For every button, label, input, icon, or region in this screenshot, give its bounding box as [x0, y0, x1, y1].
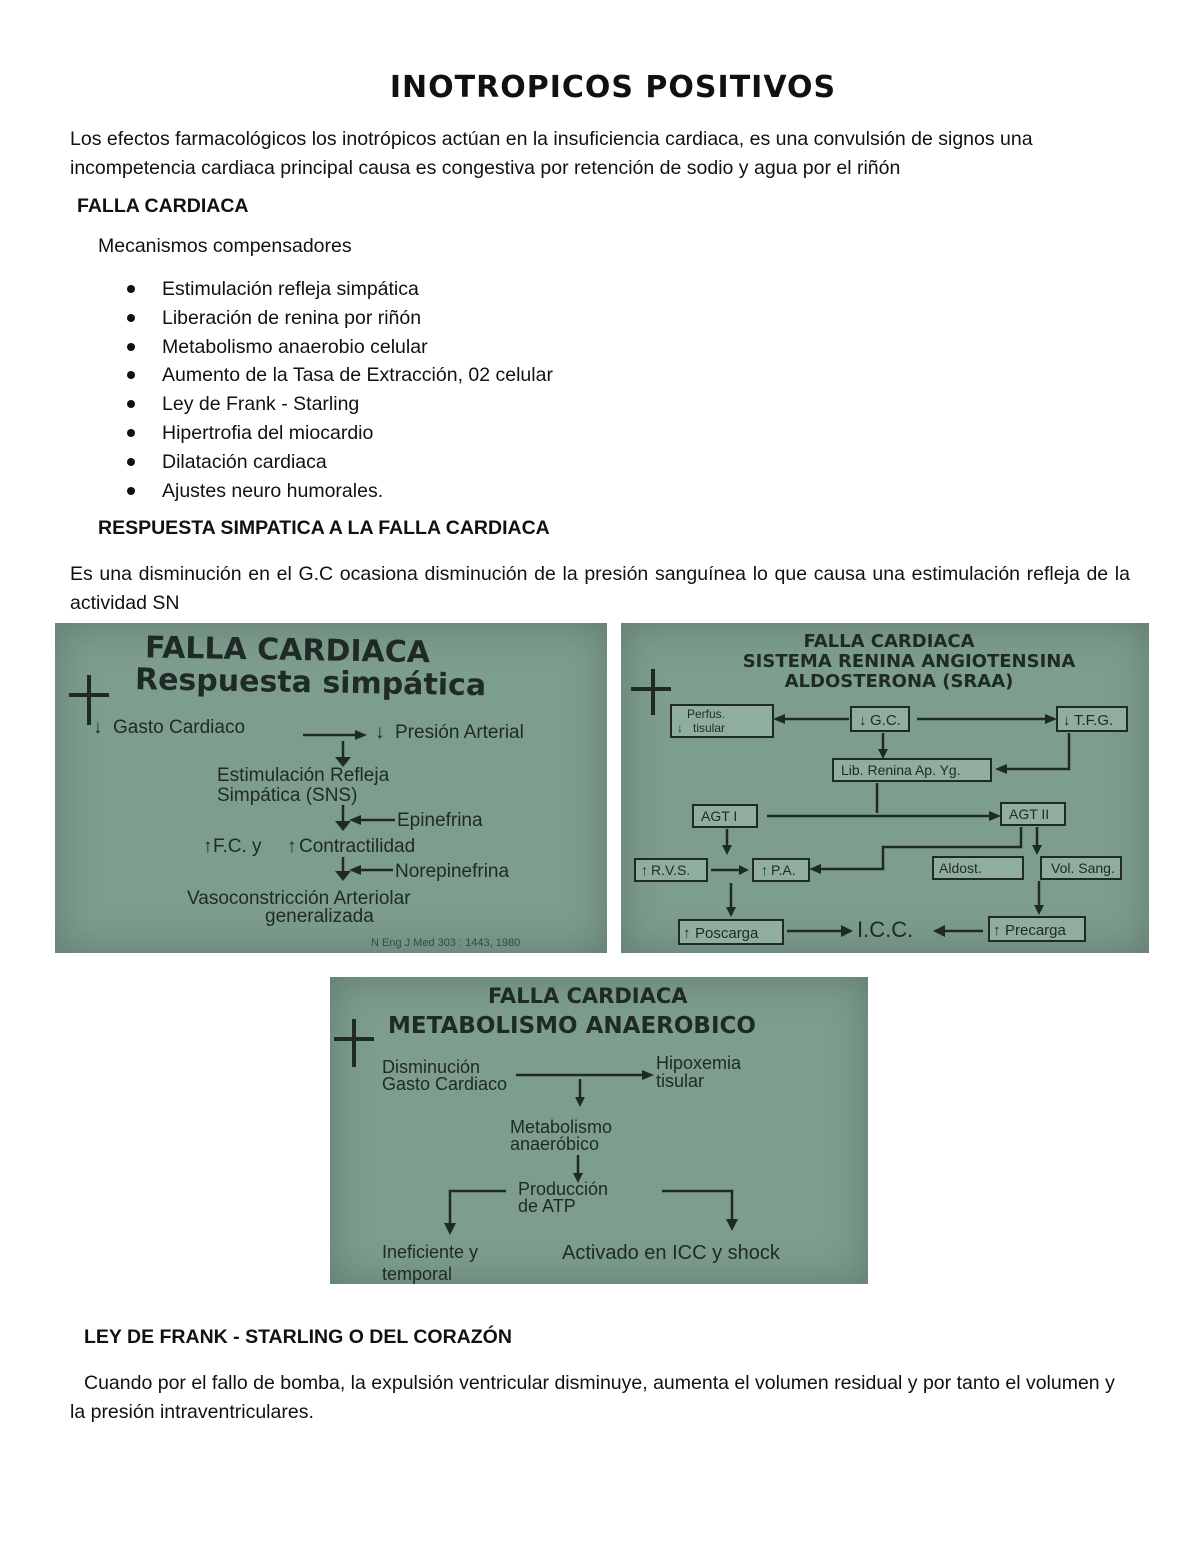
- slide1-gasto: Gasto Cardiaco: [113, 717, 246, 738]
- slide1-estim2: Simpática (SNS): [217, 785, 358, 806]
- slide1-arrow-up-icon: ↑: [203, 836, 213, 857]
- respuesta-heading: RESPUESTA SIMPATICA A LA FALLA CARDIACA: [98, 517, 550, 539]
- slide1-estim1: Estimulación Refleja: [217, 765, 390, 786]
- slide2-perfus2: tisular: [693, 721, 726, 735]
- slide2-agt2: AGT II: [1009, 806, 1050, 822]
- slide1-title1: FALLA CARDIACA: [144, 630, 431, 671]
- slide3-title1: FALLA CARDIACA: [488, 984, 688, 1008]
- slide3-meta1: Metabolismo: [510, 1117, 613, 1137]
- slide-respuesta-simpatica: [55, 623, 607, 953]
- slide2-perfus1: Perfus.: [687, 707, 726, 721]
- slide3-hipox1: Hipoxemia: [656, 1053, 742, 1073]
- slide1-contractilidad: Contractilidad: [299, 836, 416, 857]
- slide-sraa: [621, 623, 1149, 953]
- slide3-dism2: Gasto Cardiaco: [382, 1074, 508, 1094]
- slide2-arrow-up-icon: ↑: [683, 925, 691, 942]
- mecanismos-subheading: Mecanismos compensadores: [98, 235, 352, 257]
- frank-heading: LEY DE FRANK - STARLING O DEL CORAZÓN: [84, 1326, 512, 1348]
- slide2-tfg: T.F.G.: [1074, 712, 1114, 729]
- slide2-title2: SISTEMA RENINA ANGIOTENSINA: [742, 651, 1076, 672]
- slide1-arrow-down-icon: ↓: [375, 722, 385, 743]
- slide2-arrow-down-icon: ↓: [677, 721, 683, 735]
- slide1-fc: F.C. y: [213, 836, 262, 857]
- slide2-arrow-down-icon: ↓: [1063, 712, 1071, 729]
- slide2-arrow-up-icon: ↑: [993, 922, 1001, 939]
- slide1-arrow-down-icon: ↓: [93, 717, 103, 738]
- slide2-title3: ALDOSTERONA (SRAA): [784, 671, 1014, 692]
- bullet-icon: [127, 343, 135, 351]
- slide3-meta2: anaeróbico: [510, 1134, 600, 1154]
- slide1-vaso2: generalizada: [265, 906, 374, 927]
- slide2-arrow-up-icon: ↑: [761, 862, 768, 878]
- slide1-norepinefrina: Norepinefrina: [395, 861, 510, 882]
- slide3-inef1: Ineficiente y: [382, 1242, 479, 1262]
- slide2-aldost: Aldost.: [939, 860, 982, 876]
- bullet-icon: [127, 400, 135, 408]
- page-title: INOTROPICOS POSITIVOS: [389, 70, 837, 105]
- falla-heading: FALLA CARDIACA: [77, 195, 249, 217]
- bullet-icon: [127, 429, 135, 437]
- slide2-gc: G.C.: [870, 712, 901, 729]
- slide-metabolismo-anaerobico: [330, 977, 868, 1284]
- slide3-prod2: de ATP: [518, 1196, 576, 1216]
- respuesta-paragraph: Es una disminución en el G.C ocasiona disminución de la presión sanguínea lo que causa una estimulación refleja de la actividad SN: [70, 563, 1130, 614]
- slide3-title2: METABOLISMO ANAEROBICO: [388, 1013, 756, 1039]
- bullet-icon: [127, 371, 135, 379]
- bullet-icon: [127, 458, 135, 466]
- slide3-activado: Activado en ICC y shock: [562, 1242, 780, 1264]
- bullet-icon: [127, 285, 135, 293]
- slide2-pa: P.A.: [771, 862, 796, 878]
- slide3-inef2: temporal: [382, 1264, 453, 1284]
- slide2-arrow-down-icon: ↓: [859, 712, 867, 729]
- slide3-prod1: Producción: [518, 1179, 609, 1199]
- slide2-renina: Lib. Renina Ap. Yg.: [841, 762, 961, 778]
- slide1-presion: Presión Arterial: [395, 722, 524, 743]
- slide1-arrow-up-icon: ↑: [287, 836, 297, 857]
- bullet-icon: [127, 314, 135, 322]
- slide2-precarga: Precarga: [1005, 922, 1066, 939]
- slide1-vaso1: Vasoconstricción Arteriolar: [187, 888, 411, 909]
- slide2-icc: I.C.C.: [857, 917, 914, 942]
- slide2-poscarga: Poscarga: [695, 925, 759, 942]
- intro-paragraph: Los efectos farmacológicos los inotrópicos actúan en la insuficiencia cardiaca, es una convulsión de signos una incompetencia cardiaca principal causa es congestiva por retención de sodio y agua por el riñón: [70, 128, 1033, 179]
- slide3-hipox2: tisular: [656, 1071, 705, 1091]
- slide2-title1: FALLA CARDIACA: [803, 631, 975, 652]
- frank-paragraph: Cuando por el fallo de bomba, la expulsión ventricular disminuye, aumenta el volumen residual y por tanto el volumen y la presión intraventriculares.: [70, 1372, 1115, 1423]
- bullet-icon: [127, 487, 135, 495]
- slide2-volsang: Vol. Sang.: [1051, 860, 1115, 876]
- slide3-dism1: Disminución: [382, 1057, 481, 1077]
- slide2-rvs: R.V.S.: [651, 862, 691, 878]
- slide1-ref: N Eng J Med 303 : 1443, 1980: [371, 937, 521, 949]
- slide2-arrow-up-icon: ↑: [641, 862, 648, 878]
- slide1-epinefrina: Epinefrina: [397, 810, 483, 831]
- slide1-title2: Respuesta simpática: [134, 662, 487, 704]
- slide2-agt1: AGT I: [701, 808, 738, 824]
